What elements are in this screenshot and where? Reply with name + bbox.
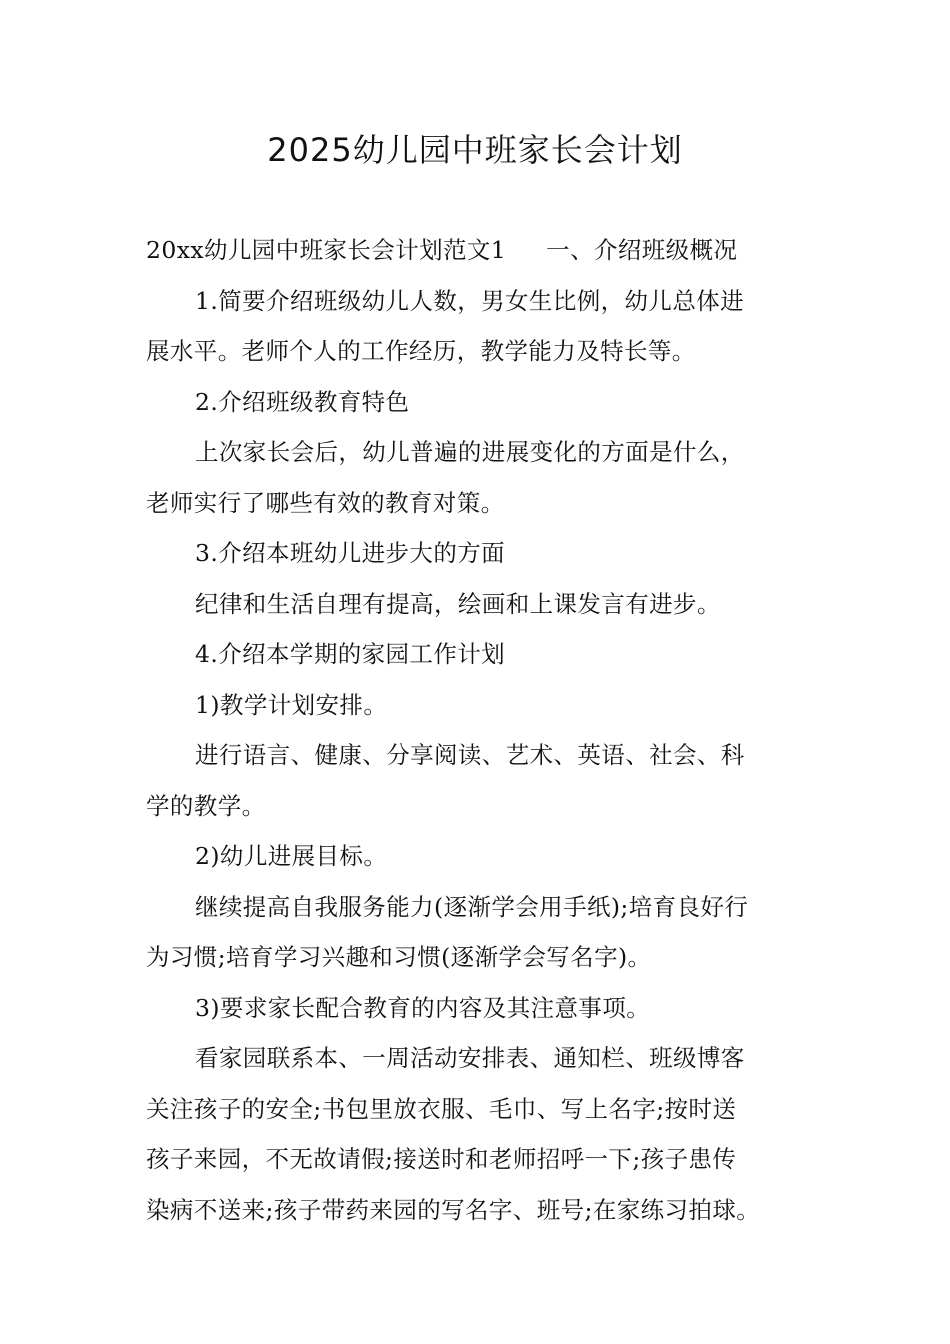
item-heading-2: 2.介绍班级教育特色 xyxy=(195,387,410,416)
paragraph-line-4-2: 学的教学。 xyxy=(146,791,266,820)
document-subtitle: 20xx幼儿园中班家长会计划范文1 xyxy=(146,236,507,264)
paragraph-line-5-2: 为习惯;培育学习兴趣和习惯(逐渐学会写名字)。 xyxy=(146,943,652,971)
paragraph-line-3-1: 纪律和生活自理有提高，绘画和上课发言有进步。 xyxy=(195,589,721,618)
item-heading-4: 4.介绍本学期的家园工作计划 xyxy=(195,640,506,668)
subitem-heading-1: 1)教学计划安排。 xyxy=(195,690,388,719)
paragraph-line-2-2: 老师实行了哪些有效的教育对策。 xyxy=(146,488,505,517)
intro-line xyxy=(146,225,808,276)
paragraph-line-6-4: 染病不送来;孩子带药来园的写名字、班号;在家练习拍球。 xyxy=(146,1195,761,1224)
item-heading-3: 3.介绍本班幼儿进步大的方面 xyxy=(195,539,506,567)
paragraph-line-6-1: 看家园联系本、一周活动安排表、通知栏、班级博客 xyxy=(195,1044,745,1072)
paragraph-line-6-2: 关注孩子的安全;书包里放衣服、毛巾、写上名字;按时送 xyxy=(146,1094,737,1123)
document-body xyxy=(146,225,808,1235)
paragraph-line-4-1: 进行语言、健康、分享阅读、艺术、英语、社会、科 xyxy=(195,741,745,769)
section-heading: 一、介绍班级概况 xyxy=(546,236,738,264)
paragraph-line-1-2: 展水平。老师个人的工作经历，教学能力及特长等。 xyxy=(146,337,696,365)
paragraph-line-1-1: 1.简要介绍班级幼儿人数，男女生比例，幼儿总体进 xyxy=(195,286,745,315)
document-title: 2025幼儿园中班家长会计划 xyxy=(267,131,683,169)
paragraph-line-6-3: 孩子来园，不无故请假;接送时和老师招呼一下;孩子患传 xyxy=(146,1145,737,1173)
paragraph-line-5-1: 继续提高自我服务能力(逐渐学会用手纸);培育良好行 xyxy=(195,892,749,921)
subitem-heading-3: 3)要求家长配合教育的内容及其注意事项。 xyxy=(195,993,651,1022)
paragraph-line-2-1: 上次家长会后，幼儿普遍的进展变化的方面是什么， xyxy=(195,438,745,466)
subitem-heading-2: 2)幼儿进展目标。 xyxy=(195,842,388,870)
